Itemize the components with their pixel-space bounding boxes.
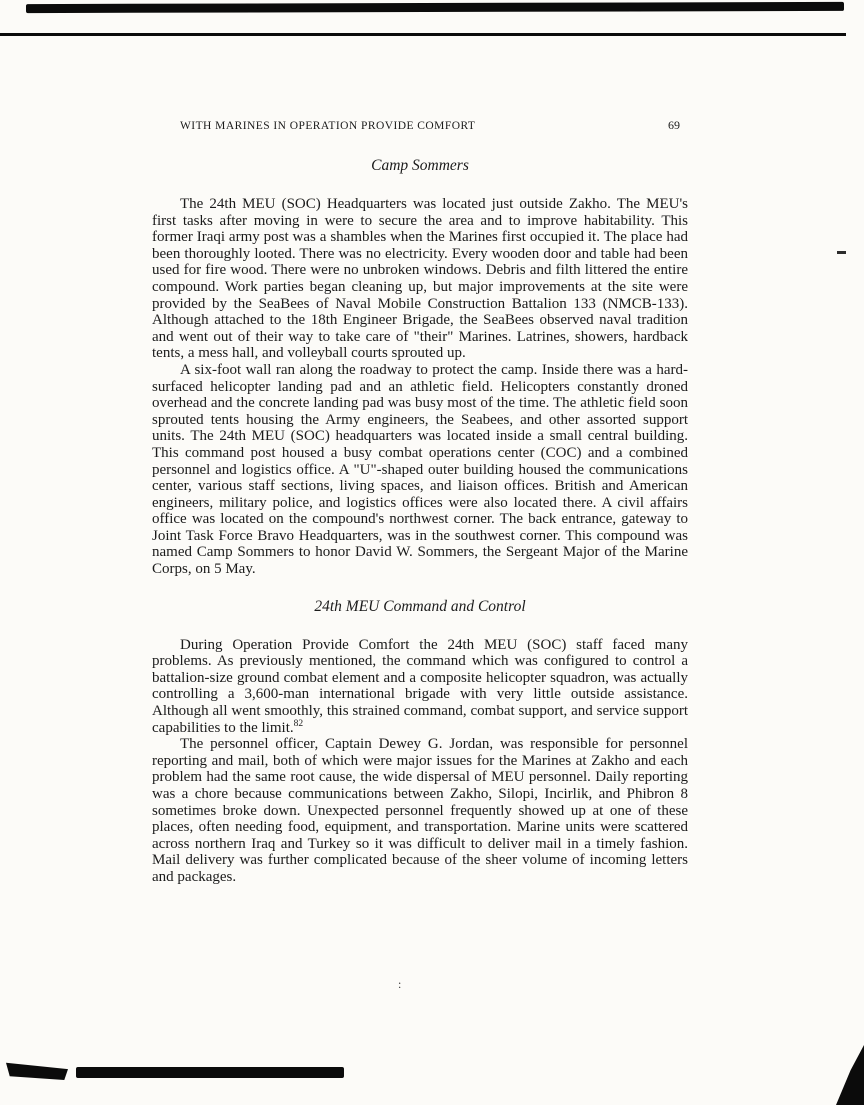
scan-artifact-stray-mark: : — [398, 977, 402, 991]
scan-artifact-bottom-bar — [76, 1067, 344, 1078]
body-paragraph: A six-foot wall ran along the roadway to protect the camp. Inside there was a hard-surfaced helicopter landing pad and an athletic field. Helicopters constantly droned overhead and the concrete landing pad was busy most of the time. The athletic field soon sprouted tents housing the Army engineers, the Seabees, and other assorted support units. The 24th MEU (SOC) headquarters was located inside a small central building. This command post housed a busy combat operations center (COC) and a combined personnel and logistics office. A "U"-shaped outer building housed the communications center, various staff sections, living spaces, and liaison offices. British and American engineers, military police, and logistics offices were also located there. A civil affairs office was located on the compound's northwest corner. The back entrance, gateway to Joint Task Force Bravo Headquarters, was in the southwest corner. This compound was named Camp Sommers to honor David W. Sommers, the Sergeant Major of the Marine Corps, on 5 May. — [152, 361, 688, 578]
footnote-reference: 82 — [293, 718, 304, 729]
page-number: 69 — [668, 118, 680, 132]
body-paragraph: The personnel officer, Captain Dewey G. Jordan, was responsible for personnel reporting and mail, both of which were major issues for the Marines at Zakho and each problem had the same root cause, the wide dispersal of MEU personnel. Daily reporting was a chore because communications between Zakho, Silopi, Incirlik, and Phibron 8 sometimes broke down. Unexpected personnel frequently showed up at one of these places, often needing food, equipment, and transportation. Marine units were scattered across northern Iraq and Turkey so it was difficult to deliver mail in a timely fashion. Mail delivery was further complicated because of the sheer volume of incoming letters and packages. — [152, 736, 688, 885]
paragraph-text: During Operation Provide Comfort the 24th MEU (SOC) staff faced many problems. As previously mentioned, the command which was configured to control a battalion-size ground combat element and a composite helicopter squadron, was actually controlling a 3,600-man international brigade with very little outside assistance. Although all went smoothly, this strained command, combat support, and service support capabilities to the limit. — [152, 636, 688, 736]
scan-artifact-speck — [837, 251, 846, 254]
scan-artifact-bottom-left — [6, 1059, 68, 1080]
running-title: WITH MARINES IN OPERATION PROVIDE COMFORT — [180, 120, 476, 132]
body-paragraph: The 24th MEU (SOC) Headquarters was located just outside Zakho. The MEU's first tasks after moving in were to secure the area and to improve habitability. This former Iraqi army post was a shambles when the Marines first occupied it. The place had been thoroughly looted. There was no electricity. Every wooden door and table had been used for fire wood. There were no unbroken windows. Debris and filth littered the entire compound. Work parties began cleaning up, but major improvements at the site were provided by the SeaBees of Naval Mobile Construction Battalion 133 (NMCB-133). Although attached to the 18th Engineer Brigade, the SeaBees observed naval tradition and went out of their way to take care of "their" Marines. Latrines, showers, hardback tents, a mess hall, and volleyball courts sprouted up. — [152, 196, 688, 362]
section-heading-command-and-control: 24th MEU Command and Control — [314, 597, 526, 615]
section-heading-camp-sommers: Camp Sommers — [371, 157, 469, 174]
scan-artifact-top-bar — [26, 2, 844, 13]
scan-artifact-top-rule — [0, 33, 846, 36]
scan-artifact-bottom-right — [836, 1045, 864, 1105]
text-block — [152, 118, 688, 886]
body-paragraph — [152, 637, 688, 737]
running-head — [152, 118, 688, 133]
